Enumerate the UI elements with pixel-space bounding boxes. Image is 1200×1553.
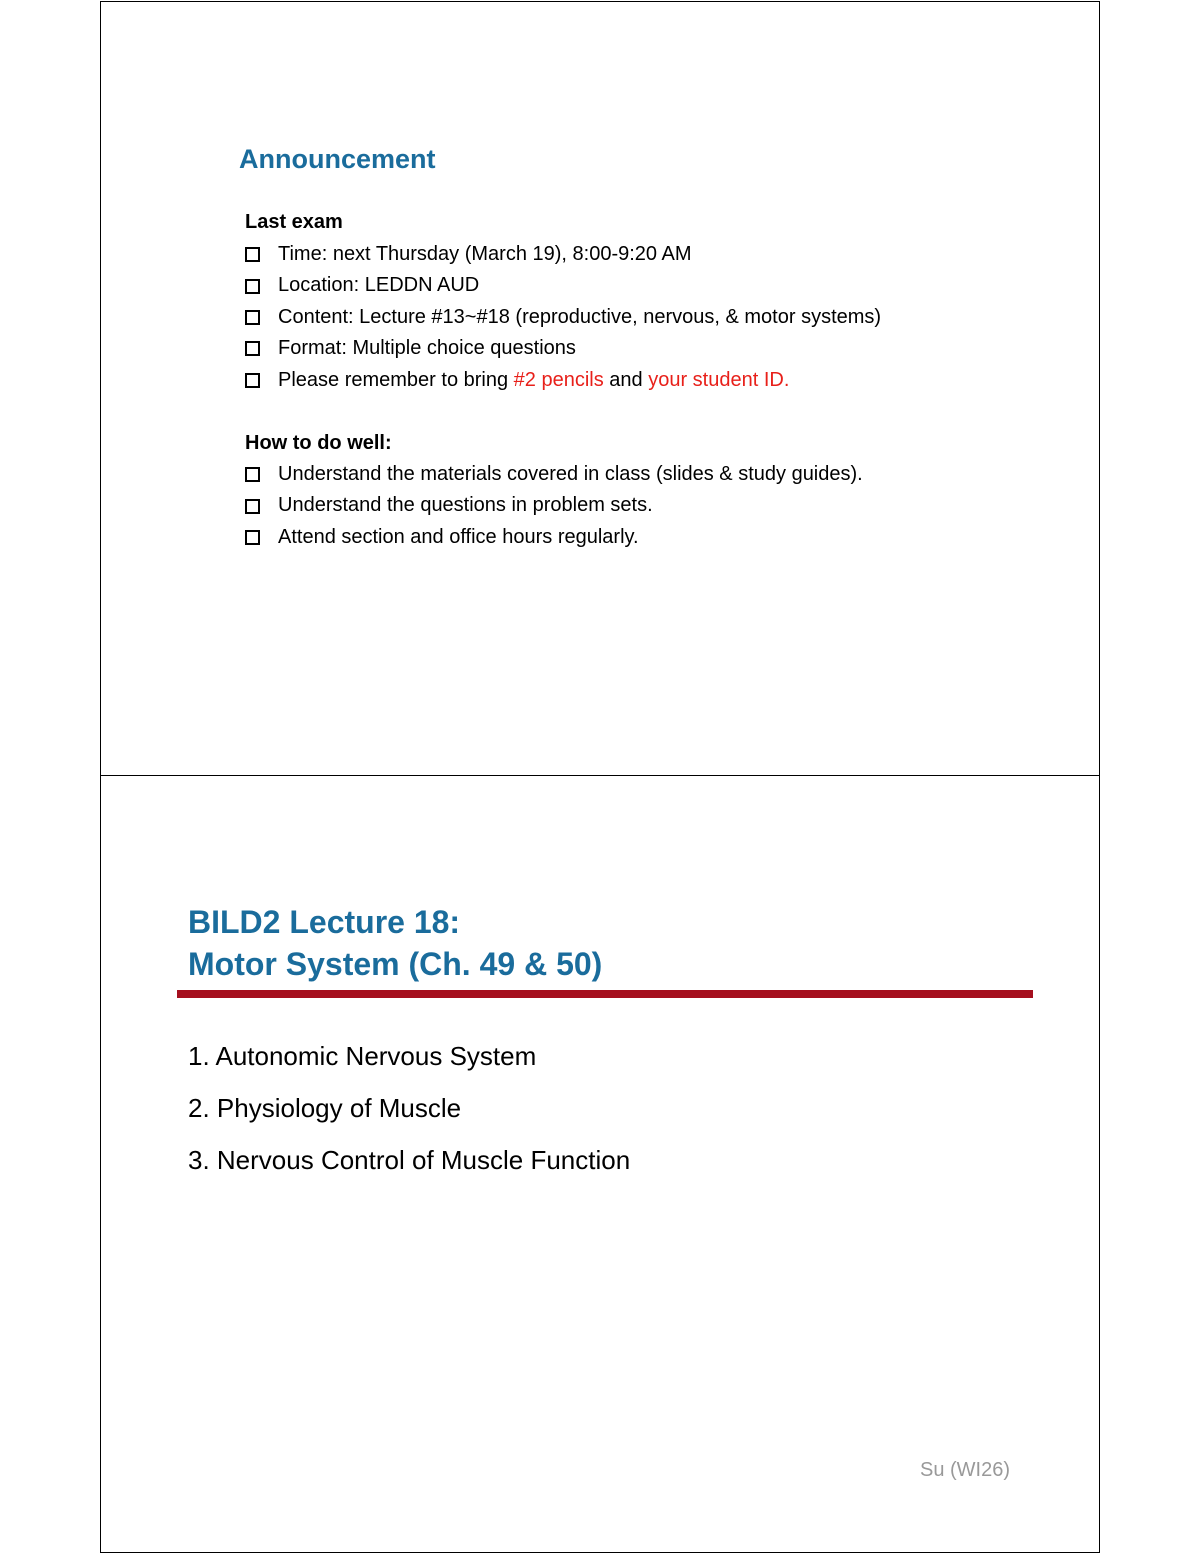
list-item-text: Understand the materials covered in class (slides & study guides).: [278, 463, 863, 485]
list-item-reminder: [245, 365, 881, 396]
lecture-title-line2: Motor System (Ch. 49 & 50): [188, 946, 603, 982]
list-item: [245, 270, 881, 301]
outline-item: 1. Autonomic Nervous System: [188, 1041, 537, 1071]
list-item-text: Format: Multiple choice questions: [278, 337, 576, 360]
list-item: [245, 239, 881, 270]
last-exam-list: [245, 239, 881, 396]
reminder-student-id: your student ID: [648, 368, 784, 391]
checkbox-bullet-icon: [245, 247, 260, 262]
checkbox-bullet-icon: [245, 499, 260, 514]
list-item: [245, 490, 863, 521]
reminder-middle: and: [603, 368, 649, 391]
list-item: [245, 302, 881, 333]
lecture-title: [188, 901, 602, 985]
checkbox-bullet-icon: [245, 467, 260, 482]
slide-announcement: [100, 1, 1100, 777]
reminder-suffix: .: [783, 368, 790, 391]
reminder-pencils: #2 pencils: [513, 368, 604, 391]
outline-item: 2. Physiology of Muscle: [188, 1093, 462, 1123]
list-item: [245, 522, 863, 553]
last-exam-heading: Last exam: [245, 211, 343, 233]
list-item: [245, 459, 863, 490]
title-divider: [177, 990, 1033, 998]
how-to-list: [245, 459, 863, 553]
checkbox-bullet-icon: [245, 310, 260, 325]
checkbox-bullet-icon: [245, 373, 260, 388]
how-to-heading: How to do well:: [245, 432, 392, 454]
slide-footer: Su (WI26): [920, 1459, 1011, 1481]
list-item-text: Content: Lecture #13~#18 (reproductive, nervous, & motor systems): [278, 305, 882, 328]
outline-item: 3. Nervous Control of Muscle Function: [188, 1145, 631, 1175]
list-item-text: Location: LEDDN AUD: [278, 274, 480, 297]
announcement-title: Announcement: [239, 144, 436, 174]
lecture-outline: [188, 1036, 630, 1192]
list-item: [245, 333, 881, 364]
list-item-text: Time: next Thursday (March 19), 8:00-9:20 AM: [278, 243, 692, 265]
lecture-title-line1: BILD2 Lecture 18:: [188, 904, 461, 940]
checkbox-bullet-icon: [245, 279, 260, 294]
slide-lecture-title: [100, 775, 1100, 1553]
list-item-text: Attend section and office hours regularly.: [278, 525, 639, 548]
checkbox-bullet-icon: [245, 530, 260, 545]
reminder-prefix: Please remember to bring: [278, 368, 514, 391]
checkbox-bullet-icon: [245, 341, 260, 356]
list-item-text: Understand the questions in problem sets.: [278, 494, 653, 517]
